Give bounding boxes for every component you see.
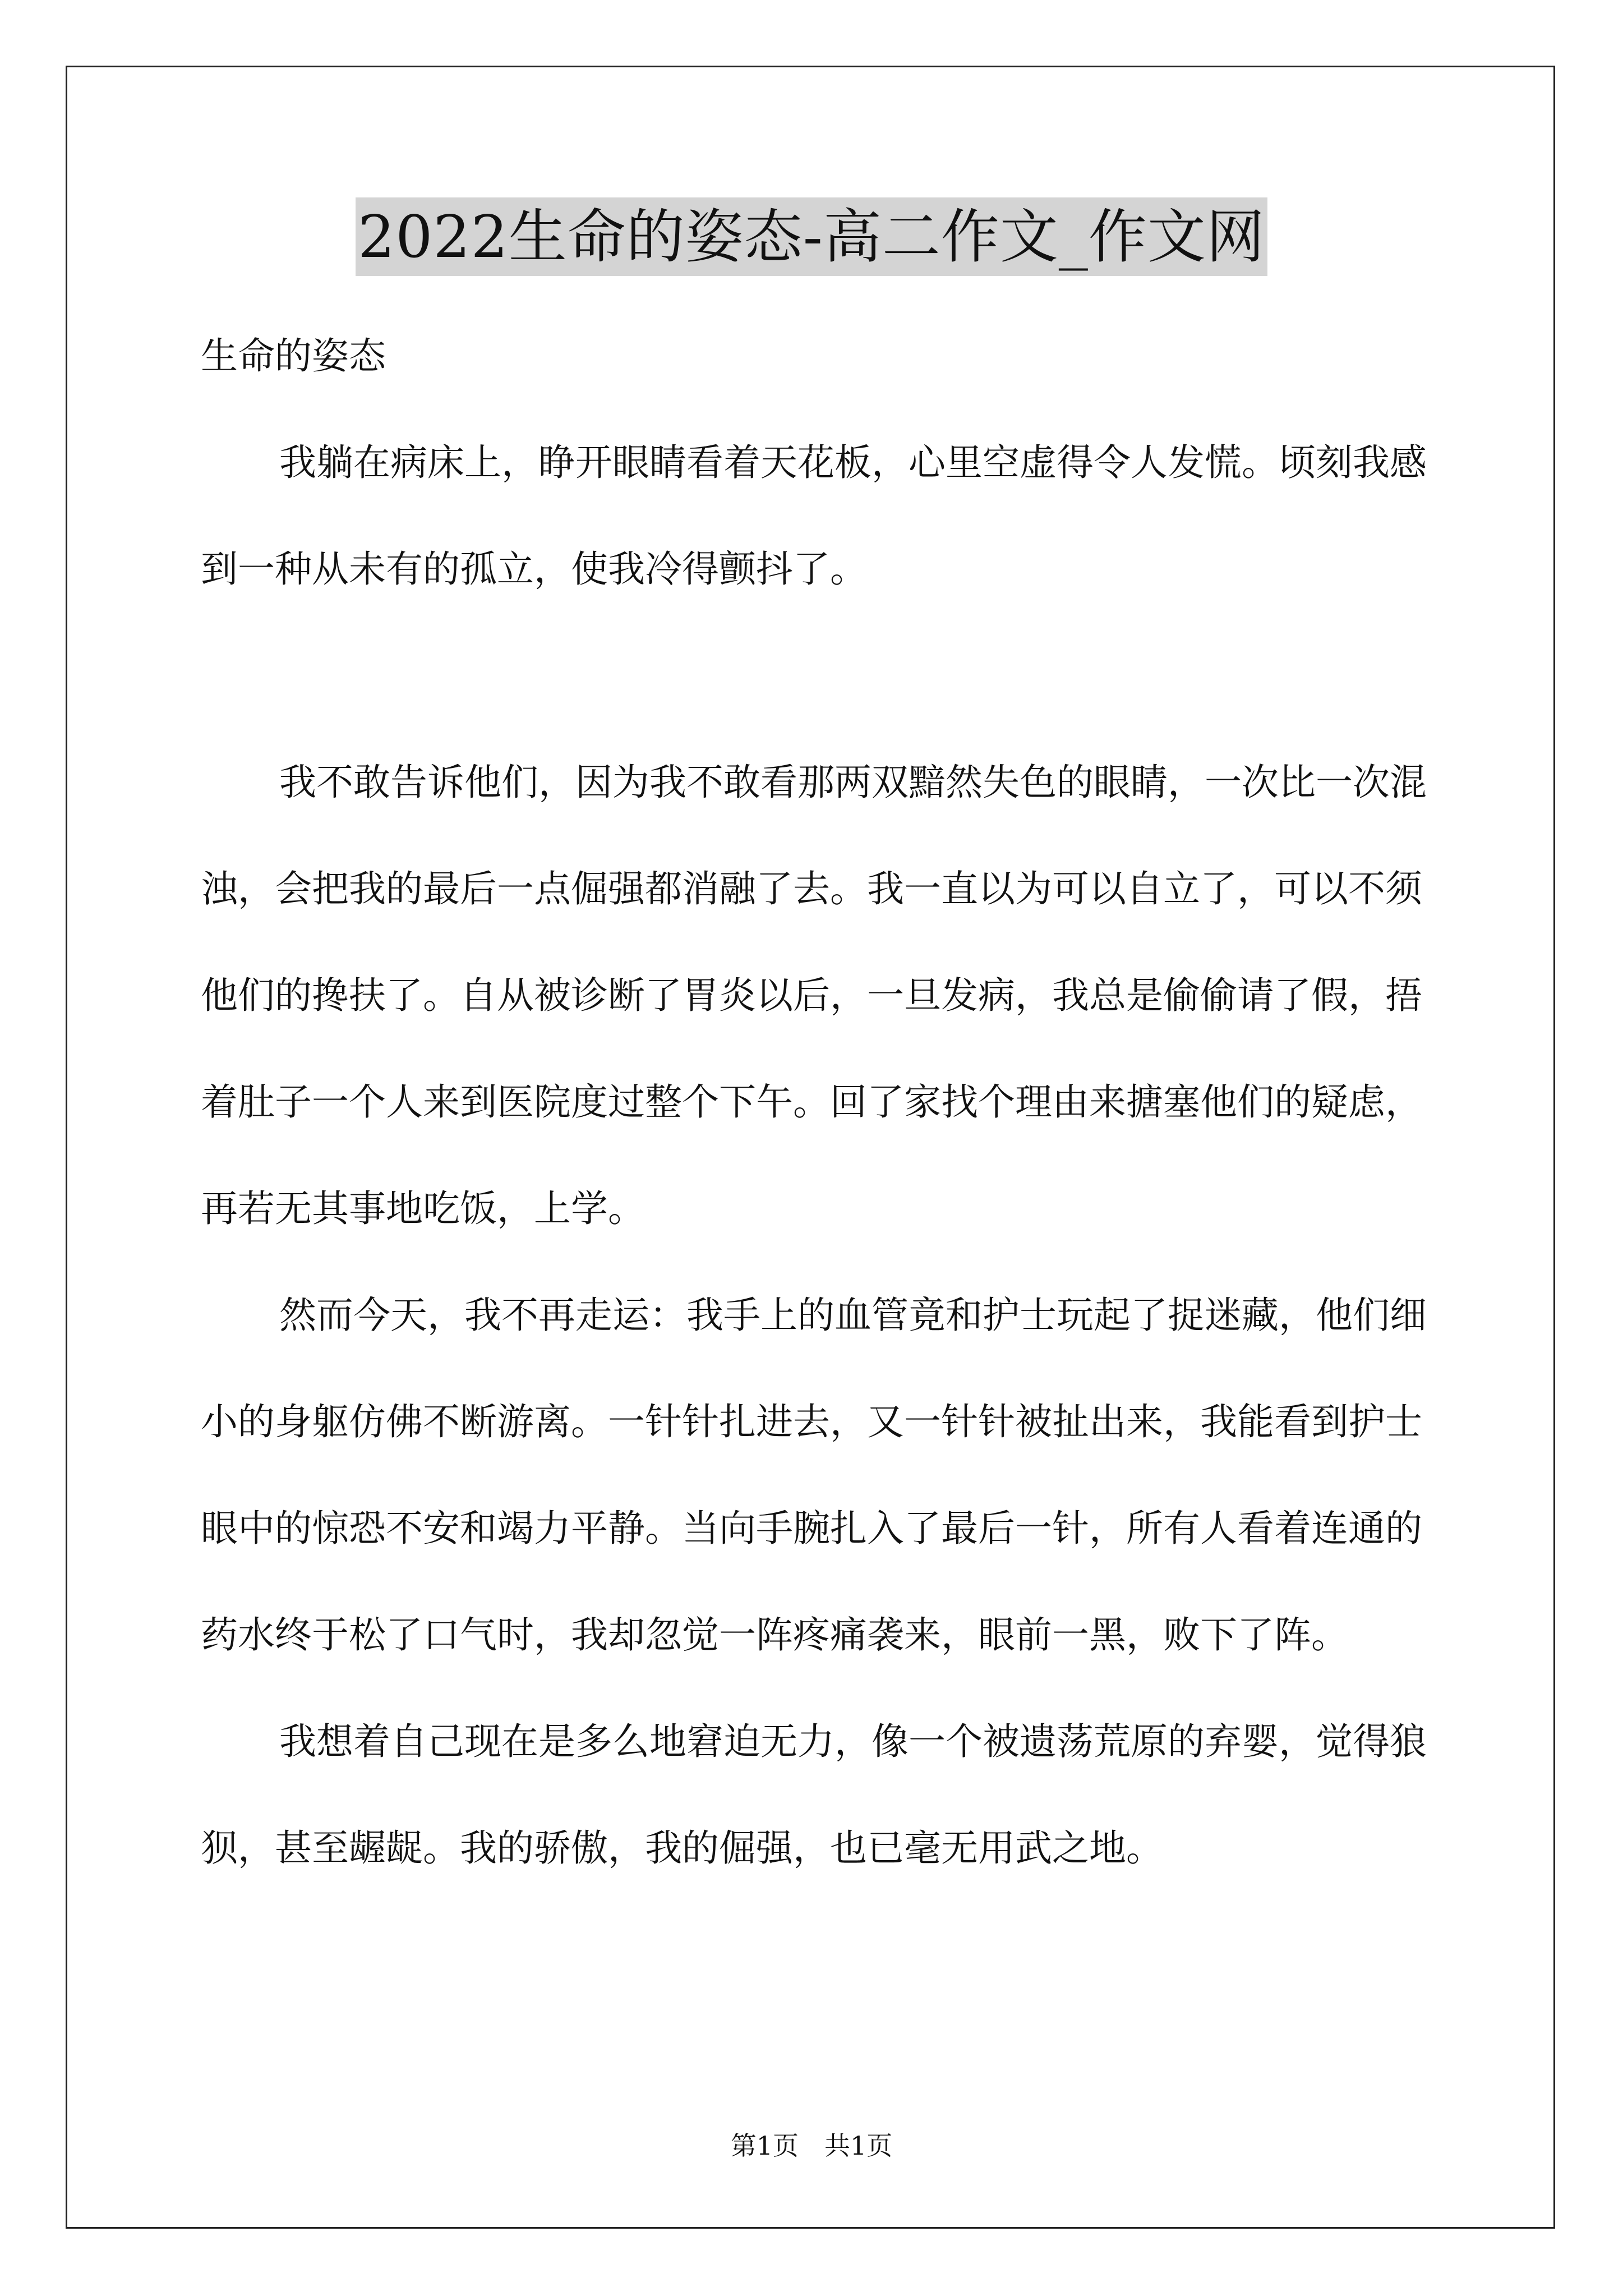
paragraph-1: 我躺在病床上，睁开眼睛看着天花板，心里空虚得令人发慌。顷刻我感到一种从未有的孤立，使我冷得颤抖了。 (201, 441, 1427, 591)
paragraph-2: 我不敢告诉他们，因为我不敢看那两双黯然失色的眼睛，一次比一次混浊，会把我的最后一点倔强都消融了去。我一直以为可以自立了，可以不须他们的搀扶了。自从被诊断了胃炎以后，一旦发病，我总是偷偷请了假，捂着肚子一个人来到医院度过整个下午。回了家找个理由来搪塞他们的疑虑，再若无其事地吃饭，上学。 (201, 761, 1427, 1230)
title-container (0, 197, 1623, 276)
document-body (201, 303, 1435, 1902)
essay-subtitle: 生命的姿态 (201, 334, 386, 378)
page-footer: 第1页 共1页 (730, 2131, 893, 2161)
paragraph-4: 我想着自己现在是多么地窘迫无力，像一个被遗荡荒原的弃婴，觉得狼狈，甚至龌龊。我的骄傲，我的倔强，也已毫无用武之地。 (201, 1720, 1427, 1870)
paragraph-gap (201, 623, 1435, 729)
document-title: 2022生命的姿态-高二作文_作文网 (356, 197, 1267, 276)
paragraph-3: 然而今天，我不再走运：我手上的血管竟和护士玩起了捉迷藏，他们细小的身躯仿佛不断游离。一针针扎进去，又一针针被扯出来，我能看到护士眼中的惊恐不安和竭力平静。当向手腕扎入了最后一针，所有人看着连通的药水终于松了口气时，我却忽觉一阵疼痛袭来，眼前一黑，败下了阵。 (201, 1294, 1427, 1657)
